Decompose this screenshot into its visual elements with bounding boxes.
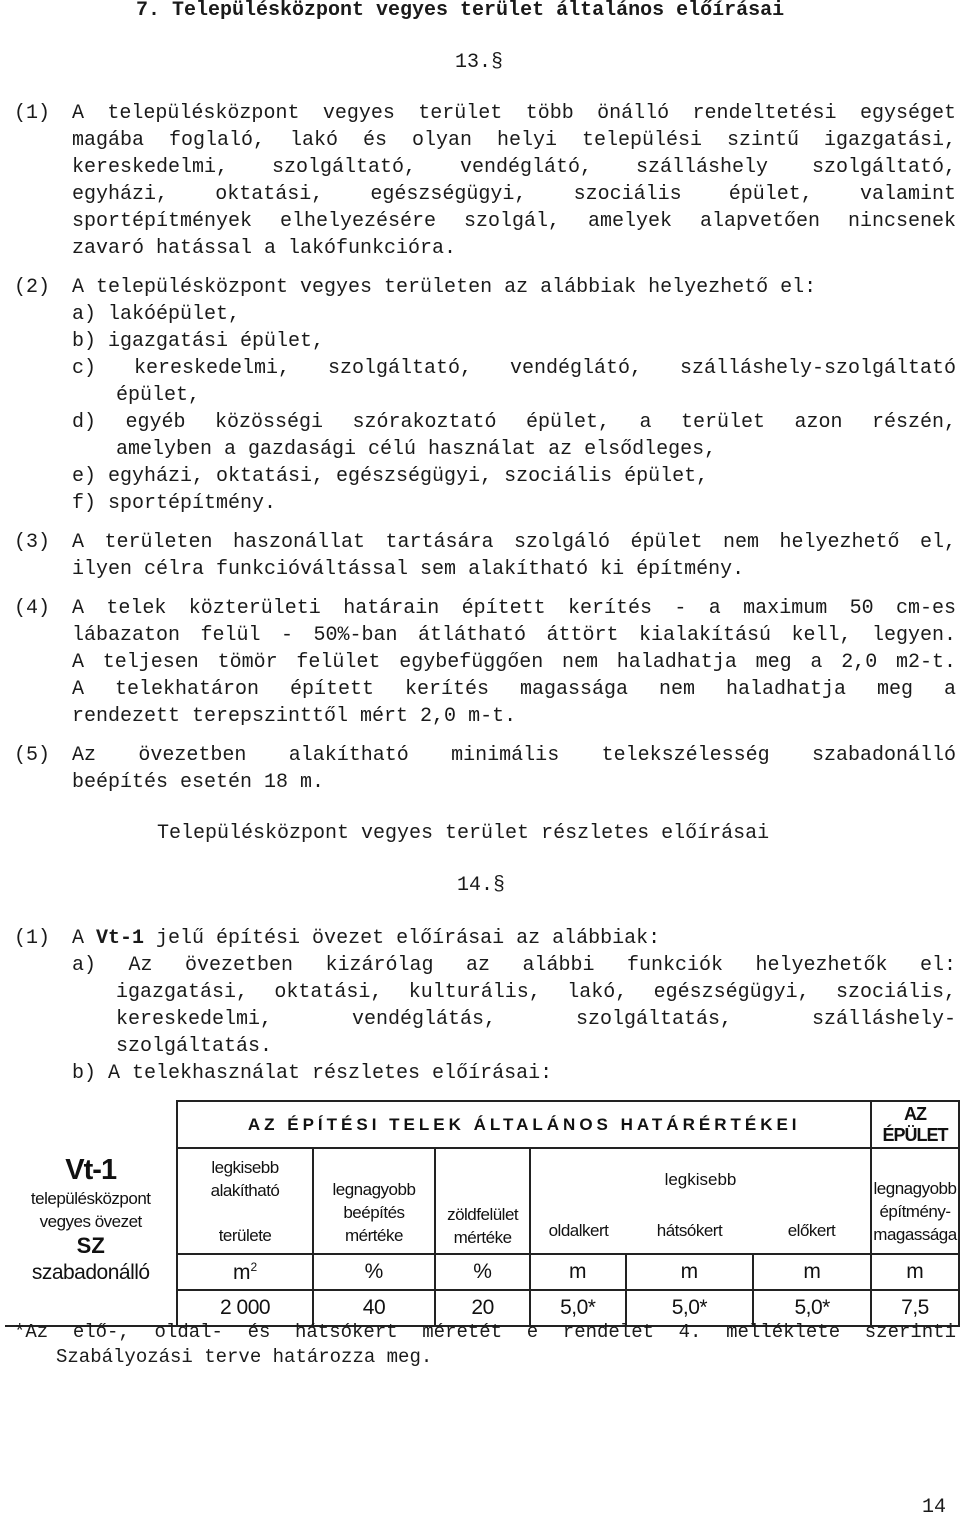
page-number: 14 (921, 1496, 946, 1519)
value-cell: 7,5 (871, 1290, 959, 1326)
list-item-continuation: épület, (116, 384, 201, 407)
unit-cell (177, 1254, 312, 1290)
footnote-line: *Az elő-, oldal- és hátsókert méretét e rendelet 4. melléklete szerinti (14, 1321, 956, 1343)
max-built-ratio-header (313, 1148, 436, 1254)
paragraph-1-label: (1) (14, 102, 51, 125)
unit-cell: m (530, 1254, 626, 1290)
intro-text: jelű építési övezet előírásai az alábbiak: (144, 927, 661, 950)
paragraph-1-line: magába foglaló, lakó és olyan helyi települési szintű igazgatási, (72, 129, 956, 152)
zone-code: Vt-1 (65, 1154, 117, 1186)
paragraph-5 (72, 742, 956, 796)
table-footnote (14, 1320, 956, 1370)
min-yards-header (530, 1148, 871, 1254)
header-line: területe (218, 1225, 272, 1245)
value-cell: 20 (435, 1290, 530, 1326)
paragraph-14-1-label: (1) (14, 927, 51, 950)
zone-identity-cell (5, 1101, 177, 1326)
list-item-continuation: igazgatási, oktatási, kulturális, lakó, egészségügyi, szociális, (116, 981, 956, 1004)
footnote-line: Szabályozási terve határozza meg. (56, 1346, 433, 1368)
paragraph-1 (72, 100, 956, 262)
paragraph-1-line: zavaró hatással a lakófunkcióra. (72, 237, 457, 260)
unit-cell: m (626, 1254, 754, 1290)
header-line: magassága (873, 1224, 957, 1244)
header-line: mértéke (344, 1225, 403, 1245)
zone-code-inline: Vt-1 (96, 927, 145, 950)
paragraph-1-line: sportépítmények elhelyezésére szolgál, amelyek alapvetően nincsenek (72, 210, 956, 233)
intro-text: A (72, 927, 97, 950)
value-cell: 40 (313, 1290, 436, 1326)
header-line: legkisebb (211, 1157, 279, 1177)
paragraph-4-line: A telek közterületi határain épített kerítés - a maximum 50 cm-es (72, 597, 956, 620)
value-cell: 5,0* (753, 1290, 871, 1326)
paragraph-4-line: A teljesen tömör felület egybefüggően nem haladhatja meg a 2,0 m2-t. (72, 651, 956, 674)
header-line: alakítható (210, 1180, 280, 1200)
paragraph-4-line: rendezett terepszinttől mért 2,0 m-t. (72, 705, 517, 728)
paragraph-2-intro: A településközpont vegyes területen az alábbiak helyezhető el: (72, 276, 817, 299)
section-title: 7. Településközpont vegyes terület általános előírásai (136, 0, 785, 22)
plot-limits-header: AZ ÉPÍTÉSI TELEK ÁLTALÁNOS HATÁRÉRTÉKEI (177, 1101, 871, 1148)
header-line: építmény- (879, 1201, 951, 1221)
header-line: mértéke (453, 1228, 512, 1247)
list-item: b) A telekhasználat részletes előírásai: (72, 1062, 553, 1085)
paragraph-1-line: egyházi, oktatási, egészségügyi, szociális épület, valamint (72, 183, 956, 206)
list-item: a) Az övezetben kizárólag az alábbi funkciók helyezhetők el: (72, 954, 956, 977)
min-plot-area-header (177, 1148, 312, 1254)
paragraph-1-line: kereskedelmi, szolgáltató, vendéglátó, szálláshely szolgáltató, (72, 156, 956, 179)
paragraph-3-line: A területen haszonállat tartására szolgáló épület nem helyezhető el, (72, 531, 956, 554)
rear-yard-header: hátsókert (656, 1221, 723, 1240)
paragraph-4-line: A telekhatáron épített kerítés magassága nem haladhatja meg a (72, 678, 956, 701)
paragraph-14-1-intro (72, 925, 660, 952)
header-line: beépítés (343, 1202, 405, 1222)
paragraph-4-label: (4) (14, 597, 51, 620)
paragraph-4-line: lábazaton felül - 50%-ban átlátható áttört kialakítású kell, legyen. (72, 624, 956, 647)
section-number-13: 13.§ (455, 51, 504, 74)
paragraph-5-label: (5) (14, 744, 51, 767)
zone-name: vegyes övezet (39, 1212, 142, 1231)
paragraph-5-line: Az övezetben alakítható minimális telekszélesség szabadonálló (72, 744, 956, 767)
list-item-continuation: kereskedelmi, vendéglátás, szolgáltatás, szálláshely- (116, 1008, 956, 1031)
paragraph-3-line: ilyen célra funkcióváltással sem alakítható ki építmény. (72, 558, 745, 581)
value-cell: 5,0* (626, 1290, 754, 1326)
paragraph-4 (72, 595, 956, 730)
max-height-header (871, 1148, 959, 1254)
list-item-continuation: amelyben a gazdasági célú használat az elsődleges, (116, 438, 717, 461)
paragraph-2 (72, 274, 956, 517)
list-item: d) egyéb közösségi szórakoztató épület, a terület azon részén, (72, 411, 956, 434)
paragraph-14-1-a (72, 952, 956, 1087)
unit-cell: m (871, 1254, 959, 1290)
list-item: b) igazgatási épület, (72, 330, 325, 353)
header-line: zöldfelület (447, 1205, 519, 1224)
unit-cell: m (753, 1254, 871, 1290)
green-area-header (435, 1148, 530, 1254)
header-line: legkisebb (664, 1170, 737, 1189)
paragraph-1-line: A településközpont vegyes terület több önálló rendeltetési egységet (72, 102, 956, 125)
list-item-continuation: szolgáltatás. (116, 1035, 273, 1058)
zone-name: településközpont (30, 1189, 151, 1208)
header-line: legnagyobb (873, 1178, 957, 1198)
building-header: AZ ÉPÜLET (871, 1101, 959, 1148)
header-line: legnagyobb (332, 1179, 416, 1199)
subsection-title: Településközpont vegyes terület részletes előírásai (157, 822, 770, 845)
unit-superscript: 2 (250, 1259, 258, 1274)
paragraph-3 (72, 529, 956, 583)
build-mode-code: SZ (76, 1233, 105, 1258)
value-cell: 2 000 (177, 1290, 312, 1326)
section-number-14: 14.§ (457, 874, 506, 897)
unit: m (232, 1260, 251, 1284)
paragraph-2-label: (2) (14, 276, 51, 299)
unit-cell: % (313, 1254, 436, 1290)
unit-cell: % (435, 1254, 530, 1290)
side-yard-header: oldalkert (548, 1221, 609, 1240)
paragraph-5-line: beépítés esetén 18 m. (72, 771, 325, 794)
list-item: a) lakóépület, (72, 303, 241, 326)
list-item: e) egyházi, oktatási, egészségügyi, szociális épület, (72, 465, 709, 488)
paragraph-3-label: (3) (14, 531, 51, 554)
list-item: c) kereskedelmi, szolgáltató, vendéglátó, szálláshely-szolgáltató (72, 357, 956, 380)
front-yard-header: előkert (787, 1221, 836, 1240)
list-item: f) sportépítmény. (72, 492, 277, 515)
build-mode: szabadonálló (31, 1261, 150, 1284)
value-cell: 5,0* (530, 1290, 626, 1326)
zone-regulation-table (5, 1100, 960, 1327)
